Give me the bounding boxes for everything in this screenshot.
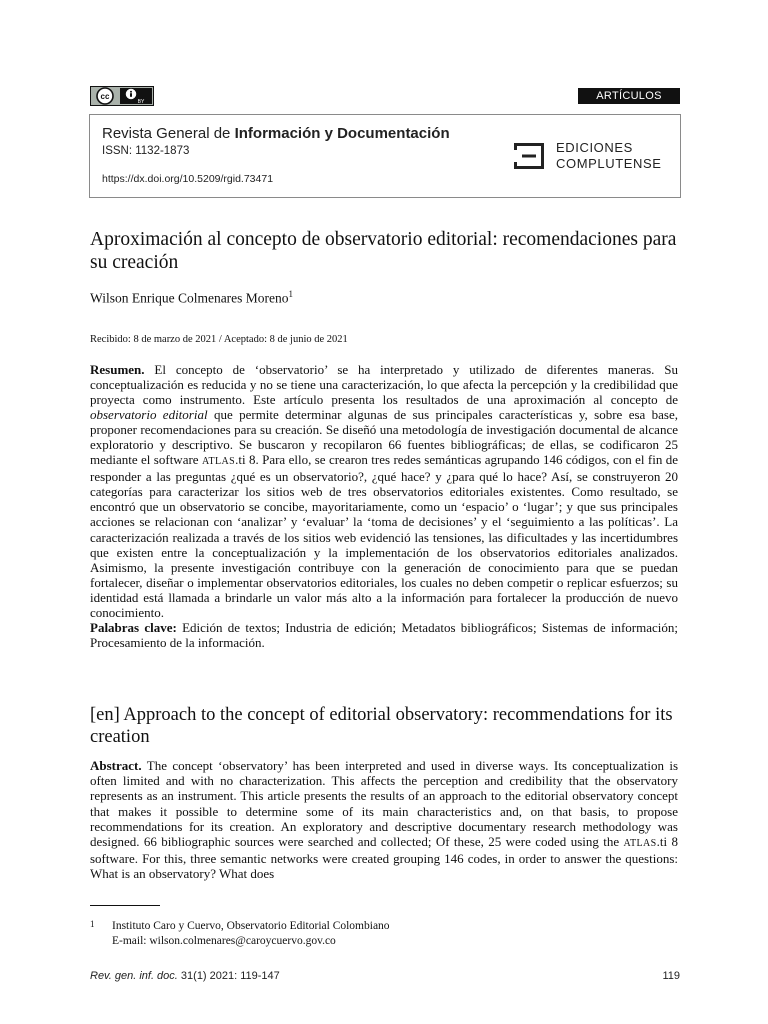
author-name: Wilson Enrique Colmenares Moreno xyxy=(90,290,289,306)
journal-title xyxy=(102,125,450,142)
abstract-es-text-1: El concepto de ‘observatorio’ se ha interpretado y utilizado de diferentes maneras. Su conceptualización es reducida y no se tiene una caracterización, lo que afecta la percepción y la credibilidad que proyecta como instrumento. Este artículo presenta los resultados de una aproximación al concepto de xyxy=(90,362,678,408)
abstract-en-label: Abstract. xyxy=(90,758,142,773)
abstract-es-paragraph xyxy=(90,362,678,620)
footnote-affiliation: Instituto Caro y Cuervo, Observatorio Editorial Colombiano xyxy=(112,920,390,932)
footnote-mark: 1 xyxy=(90,919,95,929)
journal-title-bold: Información y Documentación xyxy=(234,125,450,142)
ediciones-complutense-logo-icon xyxy=(514,143,544,169)
doi-link[interactable]: https://dx.doi.org/10.5209/rgid.73471 xyxy=(102,173,274,185)
section-label: ARTÍCULOS xyxy=(578,88,680,104)
publisher-name xyxy=(556,140,662,172)
abstract-es-text-3: .ti 8. Para ello, se crearon tres redes semánticas agrupando 146 códigos, con el fin de responder a las preguntas ¿qué es un observatorio?, ¿qué hace? y ¿para qué lo hace? Así, se construyeron 20 categorías para caracterizar los sitios web de tres observatorios editoriales existentes. Como resultado, se encontró que un observatorio se concibe, mayoritariamente, como un ‘espacio’ o ‘lugar’; y que sus principales acciones se relacionan con ‘analizar’ y ‘evaluar’ la ‘toma de decisiones’ y el ‘seguimiento a las políticas’. La caracterización realizada a través de los sitios web evidenció las tensiones, las dificultades y las incertidumbres que existen entre la conceptualización y la implementación de los observatorios editoriales analizados. Asimismo, la presente investigación contribuye con la generación de conocimiento para que se puedan fortalecer, diseñar o implementar observatorios editoriales, los cuales no deben competir o replicar esfuerzos; su identidad está llamada a brindarle un valor más alto a la información para fortalecer la producción de nuevo conocimiento. xyxy=(90,452,678,620)
article-title-es: Aproximación al concepto de observatorio editorial: recomendaciones para su creación xyxy=(90,229,677,273)
article-title-en: [en] Approach to the concept of editorial observatory: recommendations for its creation xyxy=(90,705,673,747)
abstract-en-software: ATLAS xyxy=(623,838,657,850)
author-footnote-ref[interactable]: 1 xyxy=(288,289,294,299)
footnote-divider xyxy=(90,905,160,906)
abstract-es-software: ATLAS xyxy=(201,456,236,468)
page-number: 119 xyxy=(662,970,680,982)
cc-by-license-badge[interactable] xyxy=(90,86,154,106)
received-accepted-dates: Recibido: 8 de marzo de 2021 / Aceptado: 8 de junio de 2021 xyxy=(90,334,348,345)
keywords-es-label: Palabras clave: xyxy=(90,619,177,635)
footer-citation xyxy=(90,970,280,982)
issn: ISSN: 1132-1873 xyxy=(102,145,190,157)
footer-journal-abbrev: Rev. gen. inf. doc. xyxy=(90,970,178,982)
abstract-en-text-1: The concept ‘observatory’ has been interpreted and used in diverse ways. Its conceptualization is often limited and with no characterization. This affects the perception and credibility that the observatory represents as an instrument. This article presents the results of an approach to the editorial observatory concept that makes it possible to determine some of its main characteristics and, on that basis, to propose recommendations for its creation. An exploratory and descriptive documentary research methodology was designed. 66 bibliographic sources were searched and collected; Of these, 25 were coded using the xyxy=(90,758,678,850)
keywords-es-text: Edición de textos; Industria de edición; Metadatos bibliográficos; Sistemas de información; Procesamiento de la información. xyxy=(90,619,678,650)
footnote-email[interactable]: E-mail: wilson.colmenares@caroycuervo.gov.co xyxy=(112,935,336,947)
publisher-name-line1: EDICIONES xyxy=(556,140,633,155)
journal-title-regular: Revista General de xyxy=(102,125,235,142)
svg-text:cc: cc xyxy=(100,92,110,101)
abstract-es-emphasis: observatorio editorial xyxy=(90,407,208,423)
abstract-en-paragraph xyxy=(90,758,678,882)
footnote xyxy=(90,919,390,949)
abstract-es-text-2: que permite determinar algunas de sus principales características y, sobre esa base, proponer recomendaciones para su creación. Se diseñó una metodología de investigación documental de alcance exploratorio y descriptivo. Se buscaron y recopilaron 66 fuentes bibliográficas; de ellas, se codificaron 25 mediante el software xyxy=(90,407,679,468)
publisher-name-line2: COMPLUTENSE xyxy=(556,156,662,171)
journal-header-box xyxy=(89,114,681,198)
abstract-es xyxy=(90,362,678,650)
cc-by-text: BY xyxy=(137,99,145,105)
footer-volume-pages: 31(1) 2021: 119-147 xyxy=(177,970,280,982)
author xyxy=(90,289,293,307)
keywords-es xyxy=(90,620,678,650)
abstract-es-label: Resumen. xyxy=(90,362,145,377)
abstract-en xyxy=(90,758,678,882)
abstract-en-text-2: .ti 8 software. For this, three semantic networks were created grouping 146 codes, in order to answer the questions: What is an observatory? What does xyxy=(90,834,678,882)
